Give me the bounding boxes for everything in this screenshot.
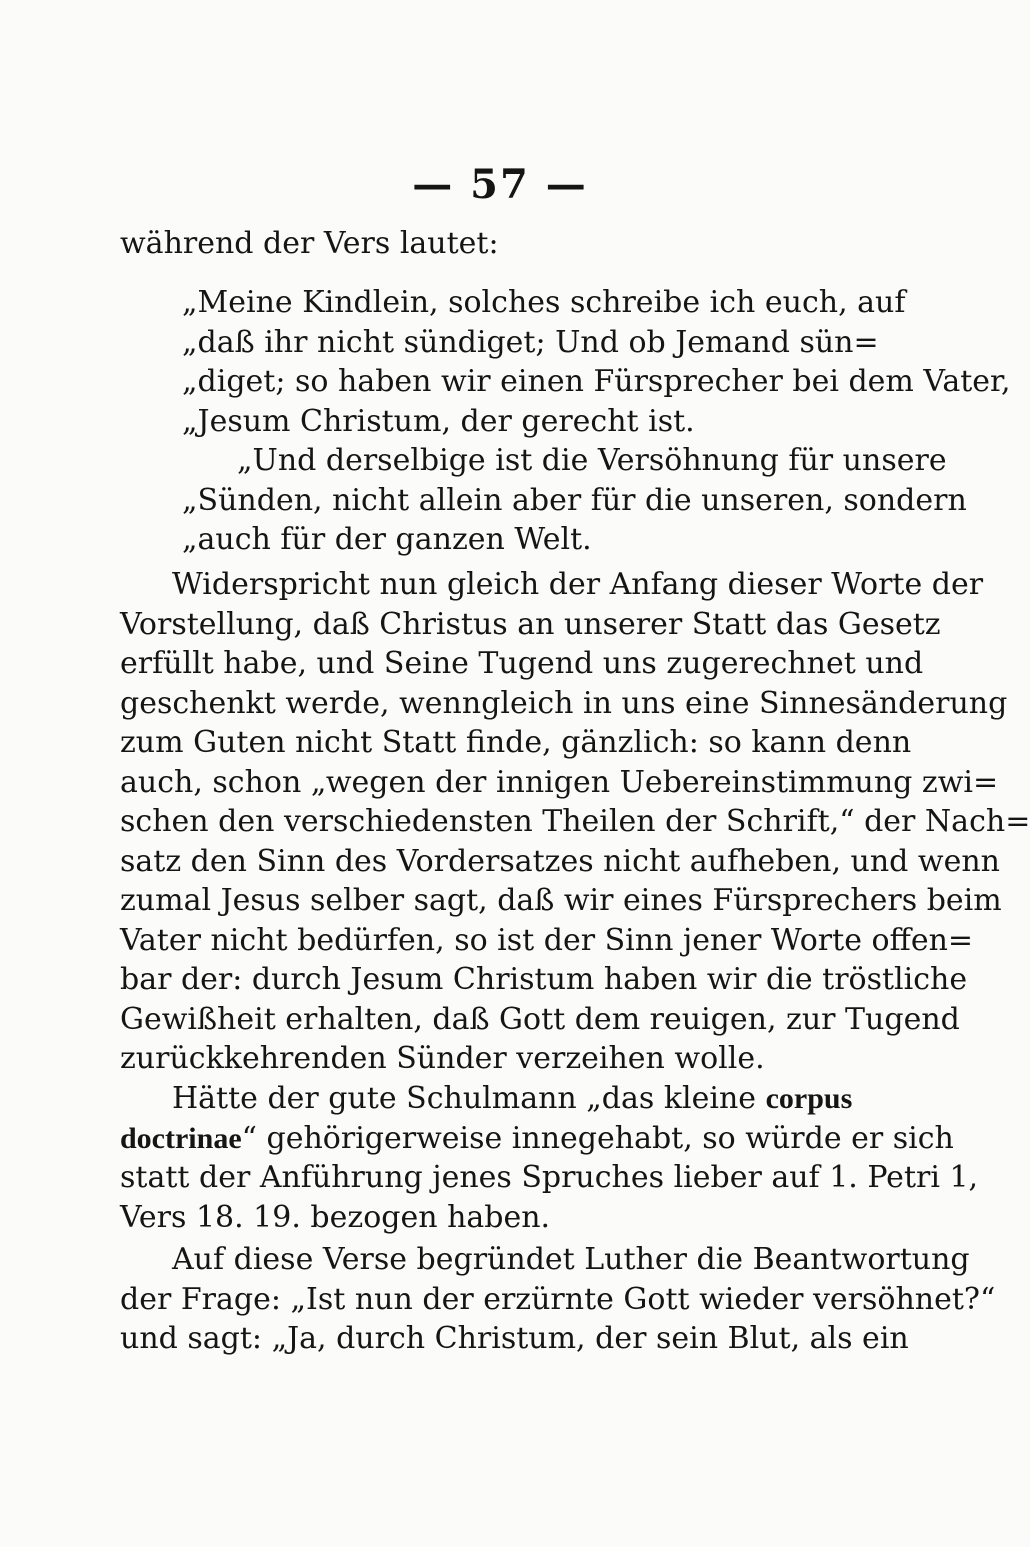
paragraph-1 xyxy=(120,565,1030,1079)
paragraph-line: zumal Jesus selber sagt, daß wir eines Fürsprechers beim xyxy=(120,883,1002,918)
paragraph-line: schen den verschiedensten Theilen der Schrift,“ der Nach= xyxy=(120,804,1030,839)
paragraph-line: auch, schon „wegen der innigen Uebereinstimmung zwi= xyxy=(120,764,999,800)
paragraph-line: Widerspricht nun gleich der Anfang dieser Worte der xyxy=(172,567,984,602)
paragraph-text: Hätte der gute Schulmann „das kleine xyxy=(172,1081,766,1116)
scripture-quote xyxy=(182,283,1011,560)
paragraph-line xyxy=(120,1079,853,1119)
paragraph-line: Auf diese Verse begründet Luther die Beantwortung xyxy=(172,1242,970,1277)
paragraph-line: zurückkehrenden Sünder verzeihen wolle. xyxy=(120,1041,765,1076)
paragraph-line: Gewißheit erhalten, daß Gott dem reuigen, zur Tugend xyxy=(120,1001,960,1037)
text-line: während der Vers lautet: xyxy=(120,226,499,261)
paragraph-text: “ gehörigerweise innegehabt, so würde er sich xyxy=(241,1120,954,1156)
paragraph-line: und sagt: „Ja, durch Christum, der sein Blut, als ein xyxy=(120,1321,909,1356)
quote-line: „daß ihr nicht sündiget; Und ob Jemand sün= xyxy=(182,324,879,360)
paragraph-line: Vater nicht bedürfen, so ist der Sinn jener Worte offen= xyxy=(120,922,974,958)
paragraph-2 xyxy=(120,1079,979,1237)
page-number: — 57 — xyxy=(412,161,588,208)
quote-line: „Sünden, nicht allein aber für die unseren, sondern xyxy=(182,482,967,518)
paragraph-3 xyxy=(120,1240,996,1359)
quote-line: „diget; so haben wir einen Fürsprecher bei dem Vater, xyxy=(182,364,1011,399)
latin-term: doctrinae xyxy=(120,1121,242,1155)
paragraph-line: geschenkt werde, wenngleich in uns eine Sinnesänderung xyxy=(120,685,1008,721)
paragraph-line: erfüllt habe, und Seine Tugend uns zugerechnet und xyxy=(120,646,924,681)
paragraph-line: der Frage: „Ist nun der erzürnte Gott wieder versöhnet?“ xyxy=(120,1281,996,1317)
paragraph-line: zum Guten nicht Statt finde, gänzlich: so kann denn xyxy=(120,725,912,760)
latin-term: corpus xyxy=(765,1082,853,1115)
paragraph-line xyxy=(120,1119,954,1159)
quote-line: „Und derselbige ist die Versöhnung für unsere xyxy=(237,443,947,478)
paragraph-line: Vorstellung, daß Christus an unserer Statt das Gesetz xyxy=(120,606,941,642)
quote-line: „Jesum Christum, der gerecht ist. xyxy=(182,403,695,439)
paragraph-line: Vers 18. 19. bezogen haben. xyxy=(120,1199,551,1235)
paragraph-line: statt der Anführung jenes Spruches lieber auf 1. Petri 1, xyxy=(120,1160,979,1195)
paragraph-line: satz den Sinn des Vordersatzes nicht aufheben, und wenn xyxy=(120,843,1000,879)
quote-line: „Meine Kindlein, solches schreibe ich euch, auf xyxy=(182,285,906,320)
quote-line: „auch für der ganzen Welt. xyxy=(182,522,592,557)
paragraph-line: bar der: durch Jesum Christum haben wir die tröstliche xyxy=(120,962,968,997)
intro-text xyxy=(120,224,845,264)
